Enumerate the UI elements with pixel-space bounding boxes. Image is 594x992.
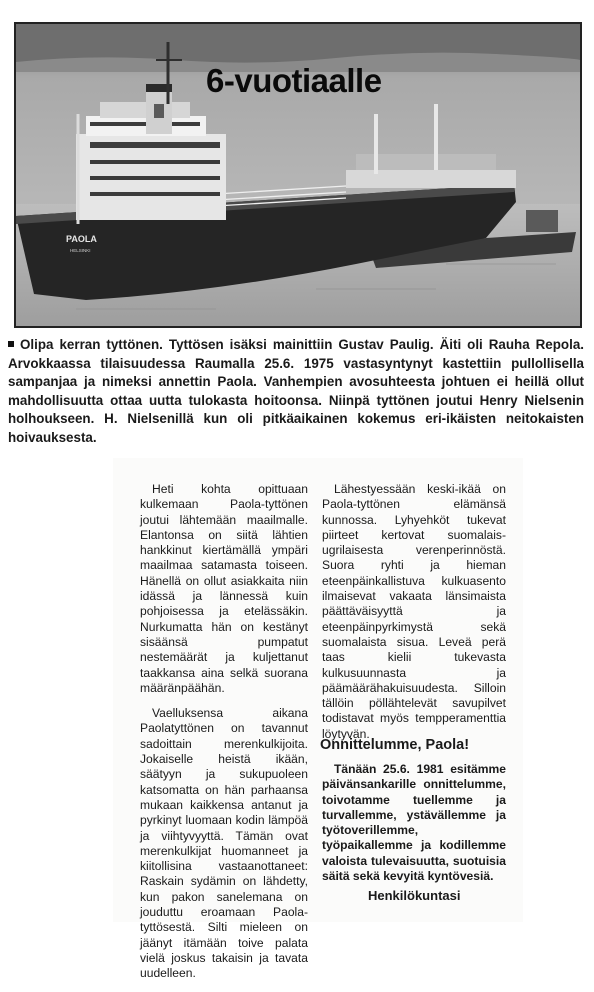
signature: Henkilökuntasi xyxy=(368,888,461,903)
greeting-title: Onnittelumme, Paola! xyxy=(320,737,470,753)
bullet-icon xyxy=(8,341,14,347)
left-paragraph-2: Vaelluksensa aikana Paolatyttönen on tavannut sadoittain merenkulkijoita. Jokaiselle heistä ikään, säätyyn ja sukupuoleen katsomatta on hän parhaansa mukaan kaikkensa antanut ja pyrkinyt luomaan kodin lämpöä ja viihtyvyyttä. Tämän ovat merenkulkijat huomanneet ja kiitollisina vastaanottaneet: Raskain sydämin on lähdetty, kun pakon sanelemana on jouduttu eroamaan Paola-tyttösestä. Silti mieleen on jäänyt itämään toive palata vielä joskus takaisin ja tavata uudelleen. xyxy=(140,706,308,981)
hull-name: PAOLA xyxy=(66,234,97,244)
right-column xyxy=(322,482,506,752)
greeting-body: Tänään 25.6. 1981 esitämme päivänsankarille onnittelumme, toivotamme tuellemme ja turvallemme, ystävällemme ja työtoverillemme, työpaikallemme ja kodillemme valoista tulevaisuutta, suotuisia säitä sekä kevyitä kyntövesiä. xyxy=(322,762,506,884)
lead-text: Olipa kerran tyttönen. Tyttösen isäksi mainittiin Gustav Paulig. Äiti oli Rauha Repola. Arvokkaassa tilaisuudessa Raumalla 25.6. 1975 vastasyntynyt kastettiin pullollisella sampanjaa ja nimeksi annettin Paola. Vanhempien avosuhteesta johtuen ei heillä ollut mahdollisuutta ottaa uutta tulokasta hoitoonsa. Niinpä tyttönen joutui Henry Nielsenin holhoukseen. H. Nielsenillä kun oli pitkäaikainen kokemus eri-ikäisten neitokaisten hoivauksesta. xyxy=(8,337,584,445)
left-paragraph-1: Heti kohta opittuaan kulkemaan Paola-tyttönen joutui lähtemään maailmalle. Elantonsa on siitä lähtien hankkinut kiertämällä ympäri maailmaa satamasta toiseen. Hänellä on ollut asiakkaita niin idässä ja lännessä kuin pohjoisessa ja etelässäkin. Nurkumatta hän on kestänyt sisäänsä pumpatut nestemäärät ja kuljettanut taakkansa aina selkä suorana määränpäähän. xyxy=(140,482,308,695)
lead-paragraph xyxy=(8,336,584,448)
headline: 6-vuotiaalle xyxy=(206,62,382,99)
left-column xyxy=(140,482,308,992)
right-paragraph-1: Lähestyessään keski-ikää on Paola-tyttönen elämänsä kunnossa. Lyhyehköt tukevat piirteet kertovat suomalais-ugrilaisesta verenperinnöstä. Suora ryhti ja hieman eteenpäinkallistuva kulkuasento ilmaisevat vakaata länsimaista päättäväisyyttä ja eteenpäinpyrkimystä sekä suomalaista sisua. Leveä perä taas kielii tukevasta kulkusuunnasta ja päämäärähakuisuudesta. Silloin tällöin pöllähtelevät savupilvet todistavat myös tempperamenttia löytyvän. xyxy=(322,482,506,741)
hull-port: HELSINKI xyxy=(70,248,91,253)
